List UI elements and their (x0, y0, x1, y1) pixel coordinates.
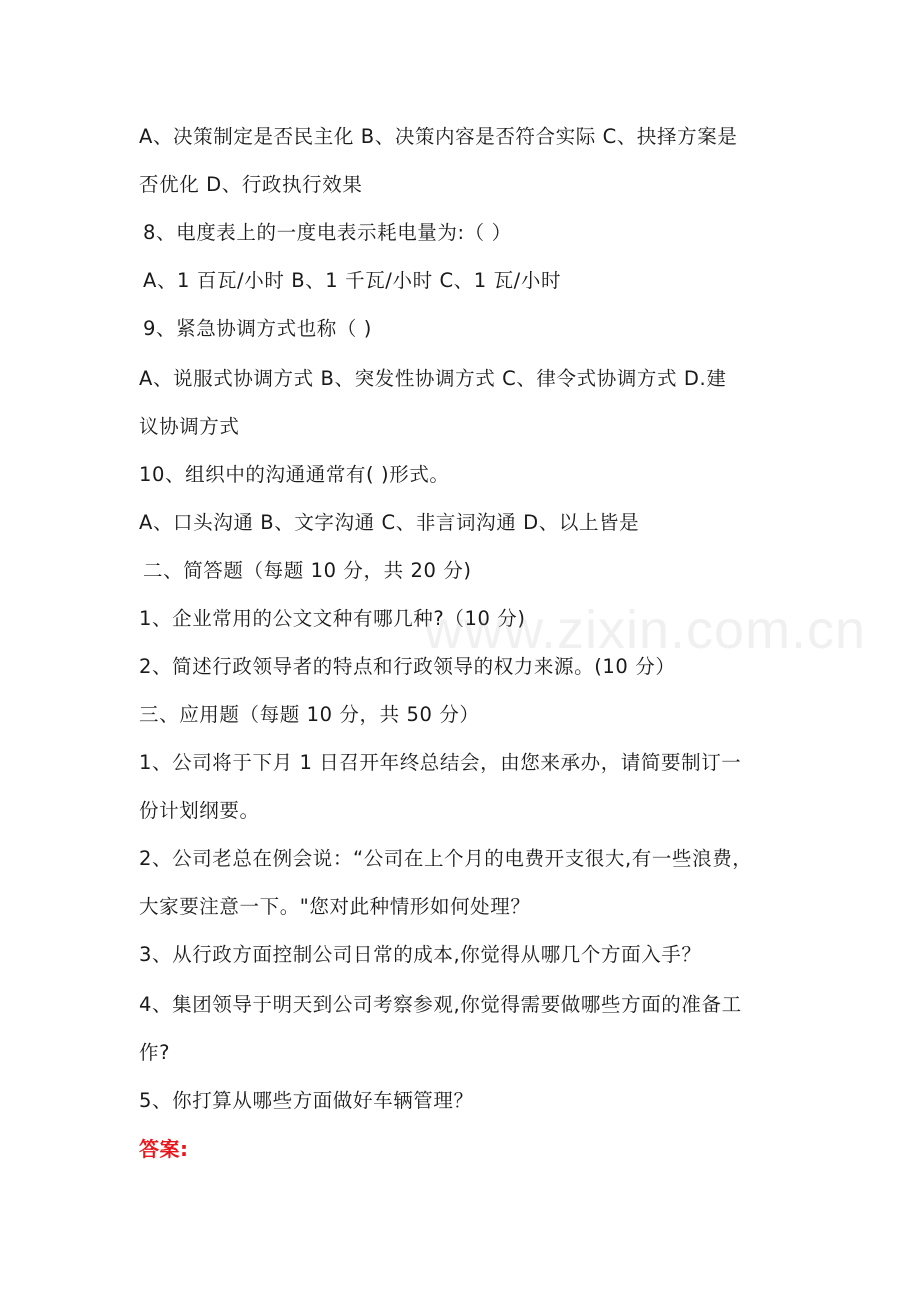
text-line-options-10: A、口头沟通 B、文字沟通 C、非言词沟通 D、以上皆是 (139, 511, 640, 534)
text-line-options-8: A、1 百瓦/小时 B、1 千瓦/小时 C、1 瓦/小时 (143, 269, 562, 292)
application-question-2b: 大家要注意一下。"您对此种情形如何处理？ (139, 895, 531, 918)
application-question-4b: 作? (139, 1041, 171, 1064)
text-line-options-7a: A、决策制定是否民主化 B、决策内容是否符合实际 C、抉择方案是 (139, 125, 738, 148)
question-10: 10、组织中的沟通通常有( )形式。 (139, 463, 450, 486)
text-line-options-9a: A、说服式协调方式 B、突发性协调方式 C、律令式协调方式 D.建 (139, 367, 727, 390)
application-question-4a: 4、集团领导于明天到公司考察参观,你觉得需要做哪些方面的准备工 (139, 993, 742, 1016)
short-answer-question-2: 2、简述行政领导者的特点和行政领导的权力来源。(10 分） (139, 655, 676, 678)
short-answer-question-1: 1、企业常用的公文文种有哪几种?（10 分) (139, 607, 526, 630)
question-9: 9、紧急协调方式也称（ ) (143, 317, 373, 340)
section-heading-short-answer: 二、简答题（每题 10 分，共 20 分) (143, 559, 472, 582)
text-line-options-7b: 否优化 D、行政执行效果 (139, 173, 363, 196)
application-question-5: 5、你打算从哪些方面做好车辆管理？ (139, 1089, 474, 1112)
answer-heading: 答案: (139, 1137, 189, 1161)
application-question-2a: 2、公司老总在例会说：“公司在上个月的电费开支很大,有一些浪费， (139, 847, 753, 870)
section-heading-application: 三、应用题（每题 10 分，共 50 分） (139, 703, 480, 726)
text-line-options-9b: 议协调方式 (139, 415, 240, 438)
application-question-1b: 份计划纲要。 (139, 799, 260, 822)
watermark-text: www.zixin.com.cn (424, 600, 867, 660)
application-question-3: 3、从行政方面控制公司日常的成本,你觉得从哪几个方面入手？ (139, 943, 702, 966)
question-8: 8、电度表上的一度电表示耗电量为:（ ） (143, 221, 512, 244)
application-question-1a: 1、公司将于下月 1 日召开年终总结会，由您来承办，请简要制订一 (139, 751, 742, 774)
